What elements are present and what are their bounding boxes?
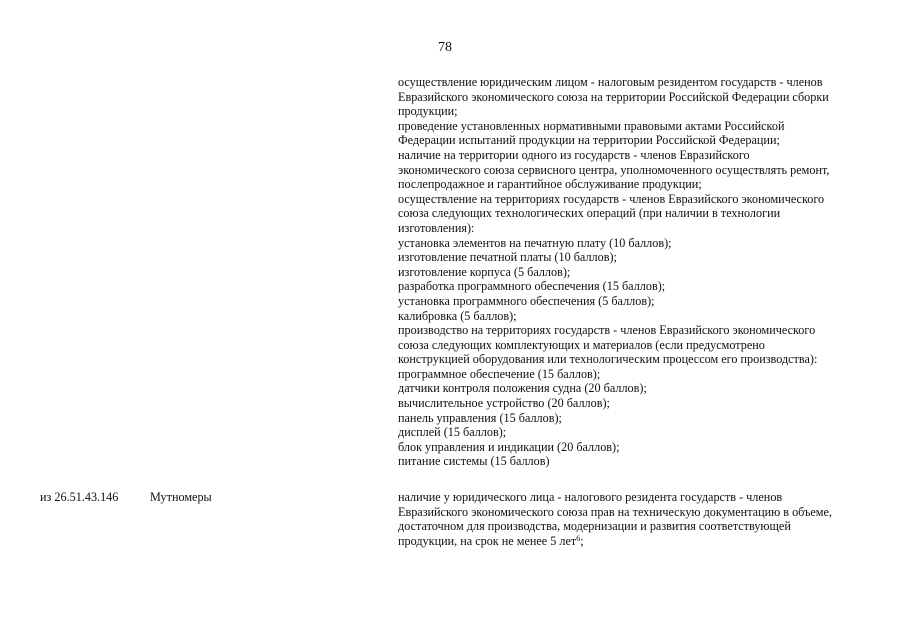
text-line-with-footnote xyxy=(398,534,878,549)
text-line: изготовления): xyxy=(398,220,475,235)
text-line: достаточном для производства, модернизации и развития соответствующей xyxy=(398,519,791,534)
text-line: послепродажное и гарантийное обслуживание продукции; xyxy=(398,177,702,192)
text-line: продукции; xyxy=(398,104,458,119)
text-line: наличие на территории одного из государств - членов Евразийского xyxy=(398,147,750,162)
okpd-code: из 26.51.43.146 xyxy=(40,490,119,504)
text-line: установка программного обеспечения (5 баллов); xyxy=(398,293,655,308)
text-line: проведение установленных нормативными правовыми актами Российской xyxy=(398,118,785,133)
text-line: осуществление юридическим лицом - налоговым резидентом государств - членов xyxy=(398,75,823,89)
requirements-block xyxy=(398,490,878,548)
text-line: Евразийского экономического союза прав на техническую документацию в объеме, xyxy=(398,504,832,519)
page-number: 78 xyxy=(438,40,452,55)
text-line: изготовление печатной платы (10 баллов); xyxy=(398,250,617,265)
text-line: программное обеспечение (15 баллов); xyxy=(398,366,601,381)
text-line: наличие у юридического лица - налогового резидента государств - членов xyxy=(398,490,783,504)
text-line: установка элементов на печатную плату (10 баллов); xyxy=(398,235,672,250)
text-fragment: продукции, на срок не менее 5 лет xyxy=(398,533,577,548)
text-line: союза следующих технологических операций (при наличии в технологии xyxy=(398,206,781,221)
footnote-reference[interactable]: 6 xyxy=(576,533,581,543)
text-line: осуществление на территориях государств - членов Евразийского экономического xyxy=(398,191,825,206)
requirements-block-continued xyxy=(398,75,878,469)
text-line: конструкцией оборудования или технологическим процессом его производства): xyxy=(398,352,818,367)
text-line: производство на территориях государств - членов Евразийского экономического xyxy=(398,323,816,338)
product-name: Мутномеры xyxy=(150,490,212,504)
text-line: блок управления и индикации (20 баллов); xyxy=(398,439,620,454)
text-line: панель управления (15 баллов); xyxy=(398,410,562,425)
text-line: Федерации испытаний продукции на территории Российской Федерации; xyxy=(398,133,780,148)
text-line: разработка программного обеспечения (15 баллов); xyxy=(398,279,666,294)
text-line: вычислительное устройство (20 баллов); xyxy=(398,396,610,411)
text-line: Евразийского экономического союза на территории Российской Федерации сборки xyxy=(398,89,829,104)
text-line: питание системы (15 баллов) xyxy=(398,454,550,469)
text-line: союза следующих комплектующих и материалов (если предусмотрено xyxy=(398,337,765,352)
text-line: датчики контроля положения судна (20 баллов); xyxy=(398,381,647,396)
text-fragment: ; xyxy=(580,533,584,548)
text-line: экономического союза сервисного центра, уполномоченного осуществлять ремонт, xyxy=(398,162,830,177)
text-line: изготовление корпуса (5 баллов); xyxy=(398,264,571,279)
text-line: калибровка (5 баллов); xyxy=(398,308,517,323)
text-line: дисплей (15 баллов); xyxy=(398,425,507,440)
